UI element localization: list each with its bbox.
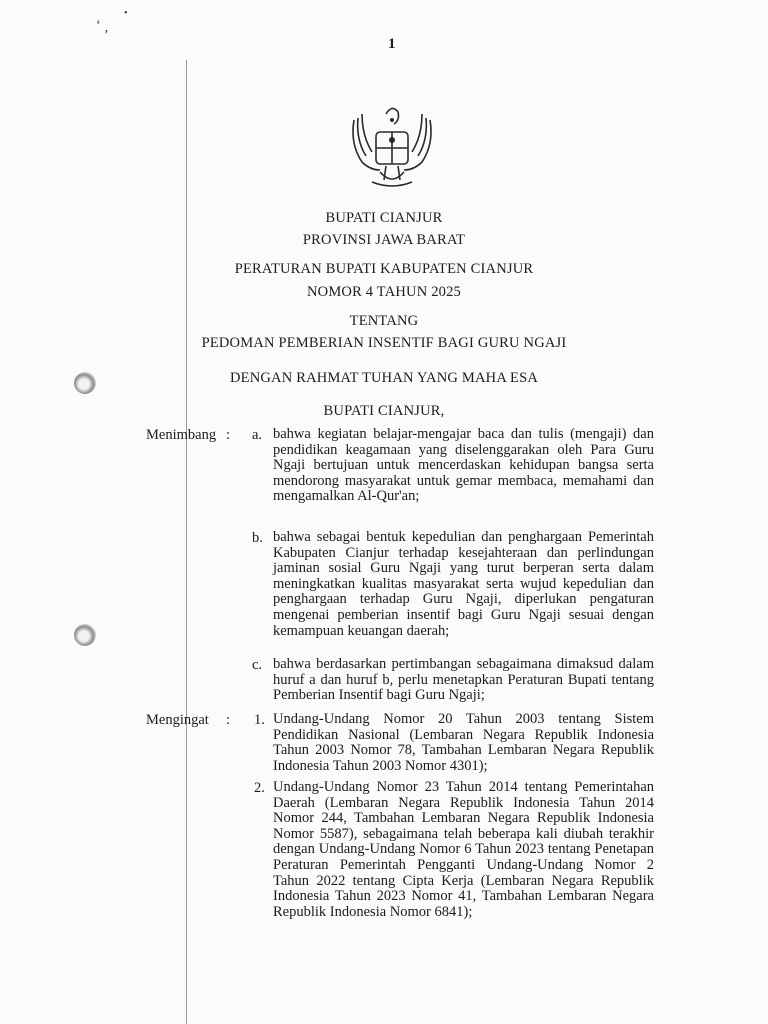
scan-speck: ’ <box>104 28 109 43</box>
heading-regulation: PERATURAN BUPATI KABUPATEN CIANJUR <box>234 261 534 277</box>
heading-province: PROVINSI JAWA BARAT <box>302 232 466 248</box>
consideration-item: bahwa berdasarkan pertimbangan sebagaimana dimaksud dalam huruf a dan huruf b, perlu menetapkan Peraturan Bupati tentang Pemberian Insentif bagi Guru Ngaji; <box>273 656 654 704</box>
section-label-mengingat: Mengingat <box>146 712 209 728</box>
punch-hole <box>74 624 96 646</box>
section-label-menimbang: Menimbang <box>146 427 217 443</box>
heading-preamble: DENGAN RAHMAT TUHAN YANG MAHA ESA <box>229 370 539 386</box>
page-number: 1 <box>388 36 396 52</box>
section-colon: : <box>226 712 231 728</box>
heading-tentang: TENTANG <box>349 313 419 329</box>
legal-basis-item: Undang-Undang Nomor 23 Tahun 2014 tentang Pemerintahan Daerah (Lembaran Negara Republik Indonesia Tahun 2014 Nomor 244, Tambahan Lembaran Negara Republik Indonesia Nomor 5587), sebagaimana telah beberapa kali diubah terakhir dengan Undang-Undang Nomor 6 Tahun 2023 tentang Penetapan Peraturan Pemerintah Pengganti Undang-Undang Nomor 2 Tahun 2022 tentang Cipta Kerja (Lembaran Negara Republik Indonesia Tahun 2023 Nomor 41, Tambahan Lembaran Negara Republik Indonesia Nomor 6841); <box>273 779 654 920</box>
garuda-emblem-icon <box>346 96 438 196</box>
item-mark: 1. <box>254 712 265 728</box>
item-mark: c. <box>252 657 263 673</box>
consideration-item: bahwa sebagai bentuk kepedulian dan penghargaan Pemerintah Kabupaten Cianjur terhadap kesejahteraan dan perlindungan jaminan sosial Guru Ngaji yang turut berperan serta dalam meningkatkan kualitas masyarakat serta wujud kepedulian dan penghargaan terhadap Guru Ngaji, diperlukan pengaturan mengenai pemberian insentif bagi Guru Ngaji sesuai dengan kemampuan keuangan daerah; <box>273 529 654 639</box>
scan-speck: ‘ <box>96 18 101 33</box>
heading-subject: PEDOMAN PEMBERIAN INSENTIF BAGI GURU NGAJI <box>201 335 567 351</box>
item-mark: 2. <box>254 780 265 796</box>
legal-basis-item: Undang-Undang Nomor 20 Tahun 2003 tentang Sistem Pendidikan Nasional (Lembaran Negara Republik Indonesia Tahun 2003 Nomor 78, Tambahan Lembaran Negara Republik Indonesia Tahun 2003 Nomor 4301); <box>273 711 654 774</box>
section-colon: : <box>226 427 231 443</box>
heading-regent-salutation: BUPATI CIANJUR, <box>323 403 445 419</box>
scan-speck: • <box>124 8 128 19</box>
heading-number: NOMOR 4 TAHUN 2025 <box>306 284 462 300</box>
consideration-item: bahwa kegiatan belajar-mengajar baca dan tulis (mengaji) dan pendidikan keagamaan yang diselenggarakan oleh Para Guru Ngaji bertujuan untuk mencerdaskan kehidupan bangsa serta mendorong masyarakat untuk gemar membaca, memahami dan mengamalkan Al-Qur'an; <box>273 426 654 505</box>
item-mark: b. <box>252 530 263 546</box>
margin-line <box>186 60 187 1024</box>
heading-regent: BUPATI CIANJUR <box>325 210 443 226</box>
item-mark: a. <box>252 427 263 443</box>
